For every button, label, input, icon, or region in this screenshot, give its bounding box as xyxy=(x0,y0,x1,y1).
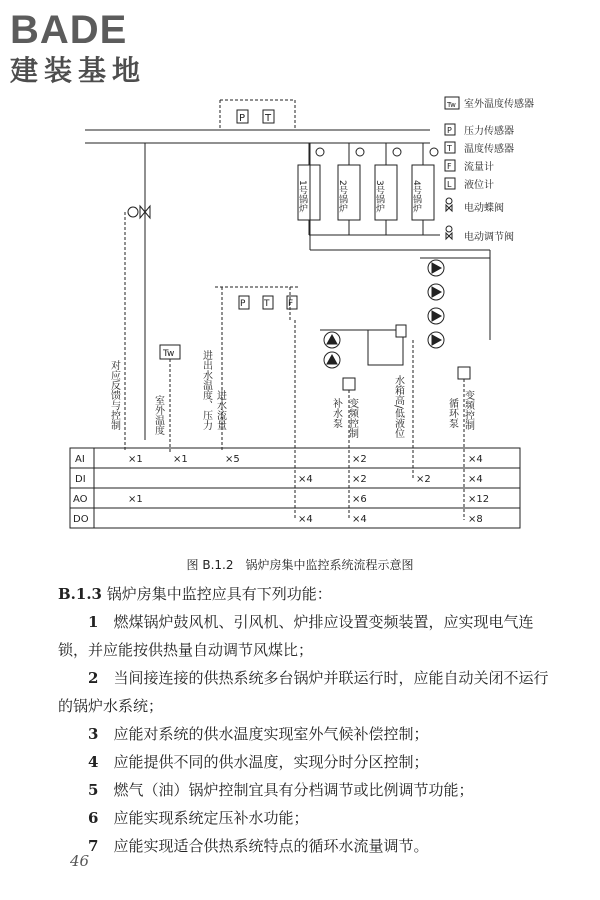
di-count: ×2 xyxy=(416,474,431,485)
col-label-inout-temp: 进出水温度、压力 xyxy=(200,350,212,430)
col-label-makeup-pump: 补水泵 xyxy=(330,398,342,428)
boiler-4-label: 4号锅炉 xyxy=(411,180,421,213)
boiler-2 xyxy=(337,143,364,220)
do-count: ×4 xyxy=(352,514,367,525)
legend xyxy=(445,97,534,243)
figure-caption: 图 B.1.2 锅炉房集中监控系统流程示意图 xyxy=(186,558,414,572)
list-item: 7 应能实现适合供热系统特点的循环水流量调节。 xyxy=(88,837,429,855)
legend-item-regulating-valve: 电动调节阀 xyxy=(464,232,514,243)
ai-count: ×2 xyxy=(352,454,367,465)
legend-symbol-F: F xyxy=(447,162,452,171)
col-label-makeup-vfd: 变频控制 xyxy=(346,398,358,438)
boiler-2-label: 2号锅炉 xyxy=(337,180,347,213)
legend-item-level: 液位计 xyxy=(464,180,494,191)
boiler-3-label: 3号锅炉 xyxy=(374,180,384,213)
legend-symbol-L: L xyxy=(447,180,452,189)
row-DI: DI xyxy=(75,474,86,485)
circulation-pumps xyxy=(428,260,470,379)
page-number: 46 xyxy=(70,852,90,870)
top-pressure-sensor-label: P xyxy=(239,113,246,124)
ai-count: ×5 xyxy=(225,454,240,465)
legend-symbol-T: T xyxy=(447,144,452,153)
do-count: ×4 xyxy=(298,514,313,525)
di-count: ×4 xyxy=(468,474,483,485)
logo-subtitle: 建装基地 xyxy=(10,54,147,87)
section-number: B.1.3 xyxy=(58,585,102,603)
col-label-tank-level: 水箱高/低液位 xyxy=(392,375,404,439)
logo-brand: BADE xyxy=(10,8,128,52)
ai-count: ×1 xyxy=(128,454,143,465)
electric-butterfly-valve-icon xyxy=(446,198,452,211)
legend-symbol-P: P xyxy=(447,126,452,135)
col-label-feedback: 对应反馈与控制 xyxy=(108,360,120,430)
boiler-1-label: 1号锅炉 xyxy=(297,180,307,213)
legend-item-pressure: 压力传感器 xyxy=(464,126,514,137)
ao-count: ×12 xyxy=(468,494,490,505)
ao-count: ×6 xyxy=(352,494,367,505)
di-count: ×2 xyxy=(352,474,367,485)
body-text xyxy=(58,580,550,860)
mid-temp-sensor-label: T xyxy=(264,299,270,309)
di-count: ×4 xyxy=(298,474,313,485)
ao-count: ×1 xyxy=(128,494,143,505)
legend-item-temperature: 温度传感器 xyxy=(464,144,514,155)
legend-item-outdoor-temp: 室外温度传感器 xyxy=(464,99,534,110)
list-item: 1 燃煤锅炉鼓风机、引风机、炉排应设置变频装置，应实现电气连锁，并应能按供热量自动调节风煤比； xyxy=(58,613,534,659)
row-AO: AO xyxy=(73,494,88,505)
ai-count: ×4 xyxy=(468,454,483,465)
do-count: ×8 xyxy=(468,514,483,525)
col-label-outdoor-temp: 室外温度 xyxy=(152,395,164,435)
col-label-circ-pump: 循环泵 xyxy=(446,398,458,428)
outdoor-temp-sensor-label: Tw xyxy=(163,349,175,359)
legend-symbol-Tw: Tw xyxy=(447,101,456,109)
list-item: 5 燃气（油）锅炉控制宜具有分档调节或比例调节功能； xyxy=(88,781,474,799)
list-item: 4 应能提供不同的供水温度，实现分时分区控制； xyxy=(88,753,429,771)
legend-item-butterfly-valve: 电动蝶阀 xyxy=(464,203,504,214)
row-DO: DO xyxy=(73,514,89,525)
col-label-circ-vfd: 变频控制 xyxy=(462,390,474,430)
list-item: 6 应能实现系统定压补水功能； xyxy=(88,809,309,827)
list-item: 2 当间接连接的供热系统多台锅炉并联运行时，应能自动关闭不运行的锅炉水系统； xyxy=(58,669,549,715)
boiler-4 xyxy=(411,143,438,220)
electric-regulating-valve-icon xyxy=(128,207,138,217)
section-title: 锅炉房集中监控应具有下列功能： xyxy=(106,585,332,603)
ai-count: ×1 xyxy=(173,454,188,465)
legend-item-flow: 流量计 xyxy=(464,162,494,173)
section-heading xyxy=(58,580,550,608)
mid-pressure-sensor-label: P xyxy=(240,299,246,309)
boiler-3 xyxy=(374,143,401,220)
mid-flow-meter-label: F xyxy=(288,299,294,309)
makeup-water-pumps xyxy=(324,332,355,390)
electric-regulating-valve-legend-icon xyxy=(446,226,452,239)
col-label-inlet-flow: 进水流量 xyxy=(214,390,226,430)
top-temp-sensor-label: T xyxy=(265,113,272,124)
row-AI: AI xyxy=(75,454,85,465)
list-item: 3 应能对系统的供水温度实现室外气候补偿控制； xyxy=(88,725,429,743)
